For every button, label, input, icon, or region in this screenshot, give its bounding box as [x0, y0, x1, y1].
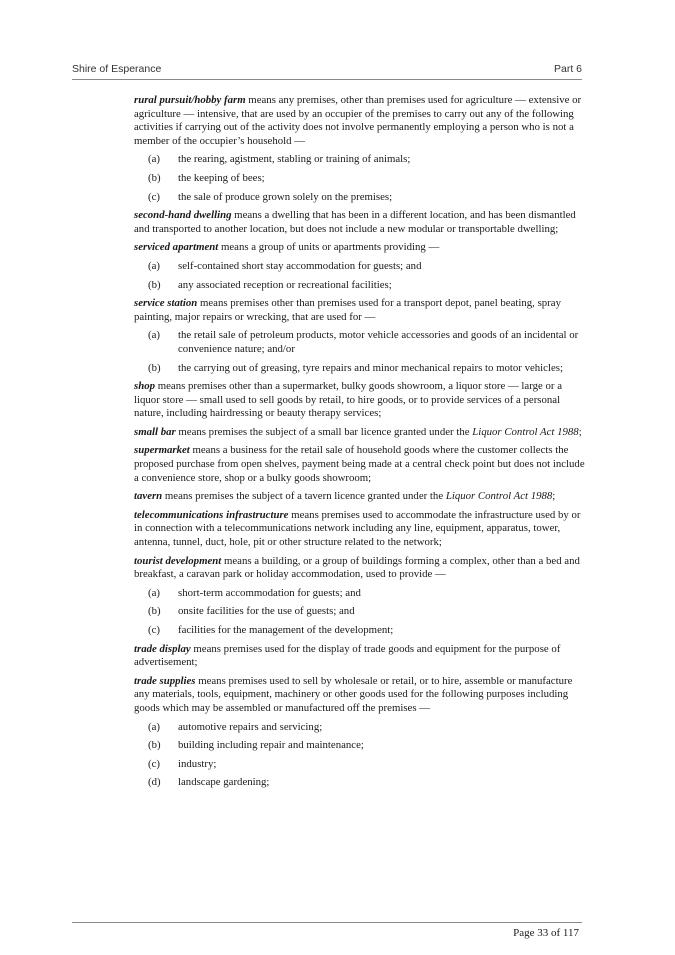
list-item-text: any associated reception or recreational facilities;: [178, 278, 392, 291]
list-item-label: (b): [148, 171, 161, 184]
list-item-label: (c): [148, 624, 160, 636]
definition-text: means premises used to accommodate the infrastructure used by or in connection with a telecommunications network including any line, equipment, apparatus, tower, antenna, tunnel, duct, hole, pit or other structure related to the network;: [134, 508, 581, 549]
defined-term: service station: [134, 297, 198, 310]
header-part: Part 6: [553, 63, 582, 75]
definition-text: means premises used to sell by wholesale or retail, or to hire, assemble or manufacture any materials, tools, equipment, machinery or other goods used for the following purposes including goods which may be assembled or manufactured off the premises —: [134, 674, 573, 714]
list-item: [134, 587, 586, 601]
list-item-label: (b): [148, 605, 161, 618]
definition-paragraph: [134, 509, 586, 550]
act-reference: Liquor Control Act 1988: [445, 490, 553, 503]
defined-term: trade supplies: [134, 674, 196, 687]
page-header: [72, 61, 582, 80]
list-item: [134, 721, 586, 735]
definition-tail: ;: [578, 425, 582, 438]
list-item-text: the keeping of bees;: [178, 171, 265, 184]
list-item-label: (a): [148, 259, 160, 272]
definition-text: means premises used for the display of trade goods and equipment for the purpose of advertisement;: [134, 642, 561, 669]
list-item: [134, 329, 586, 356]
defined-term: serviced apartment: [134, 241, 219, 254]
definition-text: means any premises, other than premises used for agriculture — extensive or agriculture — intensive, that are used by an occupier of the premises to carry out any of the following activities if carrying out of the activity does not involve permanently employing a person who is not a member of the occupier’s household —: [134, 94, 582, 147]
definition-text: means premises the subject of a tavern licence granted under the: [162, 490, 446, 503]
list-item: [134, 172, 586, 186]
list-item-text: the rearing, agistment, stabling or training of animals;: [178, 153, 411, 166]
list-item: [134, 191, 586, 205]
definition-paragraph: [134, 426, 586, 440]
list-item-label: (c): [148, 757, 160, 770]
list-item-text: facilities for the management of the development;: [178, 624, 394, 636]
definition-text: means a business for the retail sale of household goods where the customer collects the proposed purchase from open shelves, payment being made at a central check point but does not include a convenience store, shop or a bulky goods showroom;: [134, 444, 585, 484]
act-reference: Liquor Control Act 1988: [472, 425, 579, 438]
defined-term: tourist development: [134, 554, 222, 567]
definition-paragraph: [134, 209, 586, 236]
list-item-text: onsite facilities for the use of guests; and: [178, 605, 355, 618]
list-item-label: (a): [148, 586, 160, 599]
defined-term: rural pursuit/hobby farm: [134, 94, 246, 106]
defined-term: trade display: [134, 642, 191, 655]
list-item-text: self-contained short stay accommodation for guests; and: [178, 259, 422, 272]
list-item-text: landscape gardening;: [178, 776, 270, 789]
list-item: [134, 260, 586, 274]
list-item-text: the retail sale of petroleum products, motor vehicle accessories and goods of an incidental or convenience nature; and/or: [178, 329, 579, 355]
definition-paragraph: [134, 675, 586, 716]
list-item: [134, 758, 586, 772]
list-item: [134, 605, 586, 619]
definition-text: means premises other than a supermarket, bulky goods showroom, a liquor store — large or a liquor store — small used to sell goods by retail, to hire goods, or to provide services of a personal nature, including hairdressing or beauty therapy services;: [134, 380, 563, 420]
defined-term: shop: [134, 380, 156, 393]
definition-paragraph: [134, 297, 586, 324]
list-item: [134, 153, 586, 167]
list-item: [134, 279, 586, 293]
footer-divider: [72, 922, 582, 923]
definition-text: means a group of units or apartments providing —: [218, 241, 440, 254]
definition-text: means premises other than premises used for a transport depot, panel beating, spray painting, major repairs or wrecking, that are used for —: [134, 297, 561, 323]
list-item-text: the carrying out of greasing, tyre repairs and minor mechanical repairs to motor vehicles;: [178, 361, 563, 374]
definition-paragraph: [134, 444, 586, 485]
list-item-label: (a): [148, 153, 160, 166]
definition-tail: ;: [552, 490, 556, 503]
definition-paragraph: [134, 555, 586, 582]
definition-text: means premises the subject of a small bar licence granted under the: [175, 425, 473, 438]
page-number: Page 33 of 117: [513, 927, 579, 939]
header-title: Shire of Esperance: [72, 63, 162, 75]
list-item-label: (b): [148, 361, 161, 374]
list-item-text: the sale of produce grown solely on the premises;: [178, 190, 393, 203]
defined-term: supermarket: [134, 444, 190, 457]
list-item-text: automotive repairs and servicing;: [178, 720, 323, 733]
definition-paragraph: [134, 380, 586, 421]
definitions-body: [134, 94, 586, 795]
list-item-label: (c): [148, 190, 160, 203]
list-item: [134, 624, 586, 638]
list-item-label: (a): [148, 329, 160, 342]
list-item-label: (b): [148, 278, 161, 291]
defined-term: small bar: [134, 425, 176, 438]
list-item-label: (d): [148, 776, 161, 789]
list-item-label: (a): [148, 720, 160, 733]
definition-paragraph: [134, 490, 586, 504]
list-item: [134, 739, 586, 753]
list-item: [134, 362, 586, 376]
defined-term: second-hand dwelling: [134, 209, 232, 222]
definition-text: means a dwelling that has been in a different location, and has been dismantled and transported to another location, but does not include a new modular or transportable dwelling;: [134, 209, 576, 235]
defined-term: telecommunications infrastructure: [134, 508, 289, 521]
definition-paragraph: [134, 241, 586, 255]
list-item-text: building including repair and maintenance;: [178, 739, 364, 752]
list-item-text: industry;: [178, 757, 217, 770]
defined-term: tavern: [134, 490, 163, 503]
list-item-text: short-term accommodation for guests; and: [178, 586, 361, 599]
definition-paragraph: [134, 94, 586, 148]
list-item-label: (b): [148, 739, 161, 752]
list-item: [134, 776, 586, 790]
definition-text: means a building, or a group of buildings forming a complex, other than a bed and breakfast, a caravan park or holiday accommodation, used to provide —: [134, 554, 580, 581]
definition-paragraph: [134, 643, 586, 670]
